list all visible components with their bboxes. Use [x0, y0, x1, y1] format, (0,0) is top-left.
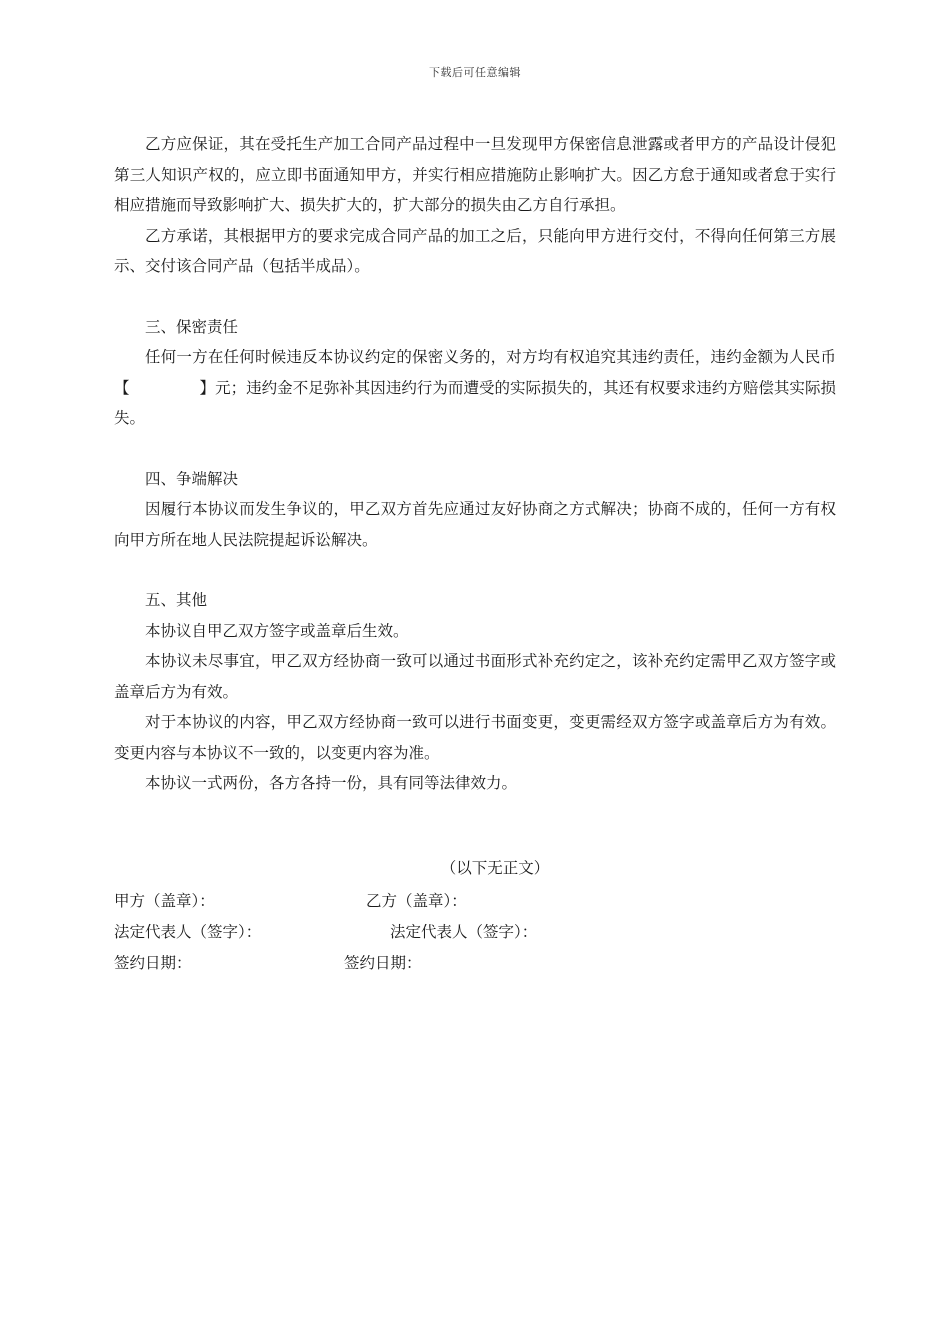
- party-b-seal-label: 乙方（盖章）：: [366, 892, 467, 910]
- section-title-other: 五、其他: [145, 591, 208, 609]
- confidentiality-text-before: 任何一方在任何时候违反本协议约定的保密义务的，对方均有权追究其违约责任，违约金额为人民币【: [114, 348, 836, 397]
- party-b-date-label: 签约日期：: [344, 954, 422, 972]
- party-a-seal-label: 甲方（盖章）：: [114, 892, 215, 910]
- party-a-rep-label: 法定代表人（签字）：: [114, 923, 262, 941]
- signature-row-date: [114, 948, 836, 978]
- section-title-dispute: 四、争端解决: [145, 469, 239, 488]
- paragraph-supplier-guarantee: 乙方应保证，其在受托生产加工合同产品过程中一旦发现甲方保密信息泄露或者甲方的产品设计侵犯第三人知识产权的，应立即书面通知甲方，并实行相应措施防止影响扩大。因乙方怠于通知或者怠于实行相应措施而导致影响扩大、损失扩大的，扩大部分的损失由乙方自行承担。: [114, 135, 836, 214]
- party-b-rep-label: 法定代表人（签字）：: [390, 923, 538, 941]
- paragraph-dispute: 因履行本协议而发生争议的，甲乙双方首先应通过友好协商之方式解决；协商不成的，任何一方有权向甲方所在地人民法院提起诉讼解决。: [114, 500, 836, 549]
- page-header: 下载后可任意编辑: [429, 66, 521, 79]
- section-title-confidentiality: 三、保密责任: [145, 317, 239, 336]
- signature-row-representative: [114, 917, 836, 947]
- paragraph-supplier-promise: 乙方承诺，其根据甲方的要求完成合同产品的加工之后，只能向甲方进行交付，不得向任何第三方展示、交付该合同产品（包括半成品）。: [114, 226, 836, 275]
- signature-row-seal: [114, 886, 836, 916]
- paragraph-other-2: 本协议未尽事宜，甲乙双方经协商一致可以通过书面形式补充约定之，该补充约定需甲乙双方签字或盖章后方为有效。: [114, 652, 836, 701]
- confidentiality-text-after: 】元；违约金不足弥补其因违约行为而遭受的实际损失的，其还有权要求违约方赔偿其实际损失。: [114, 378, 836, 427]
- paragraph-other-1: 本协议自甲乙双方签字或盖章后生效。: [145, 621, 409, 640]
- paragraph-other-3: 对于本协议的内容，甲乙双方经协商一致可以进行书面变更，变更需经双方签字或盖章后方为有效。变更内容与本协议不一致的，以变更内容为准。: [114, 713, 836, 762]
- party-a-date-label: 签约日期：: [114, 954, 192, 972]
- paragraph-other-4: 本协议一式两份，各方各持一份，具有同等法律效力。: [145, 774, 518, 792]
- paragraph-confidentiality: [114, 342, 836, 434]
- document-body: [114, 129, 836, 799]
- no-further-text-note: （以下无正文）: [440, 859, 550, 877]
